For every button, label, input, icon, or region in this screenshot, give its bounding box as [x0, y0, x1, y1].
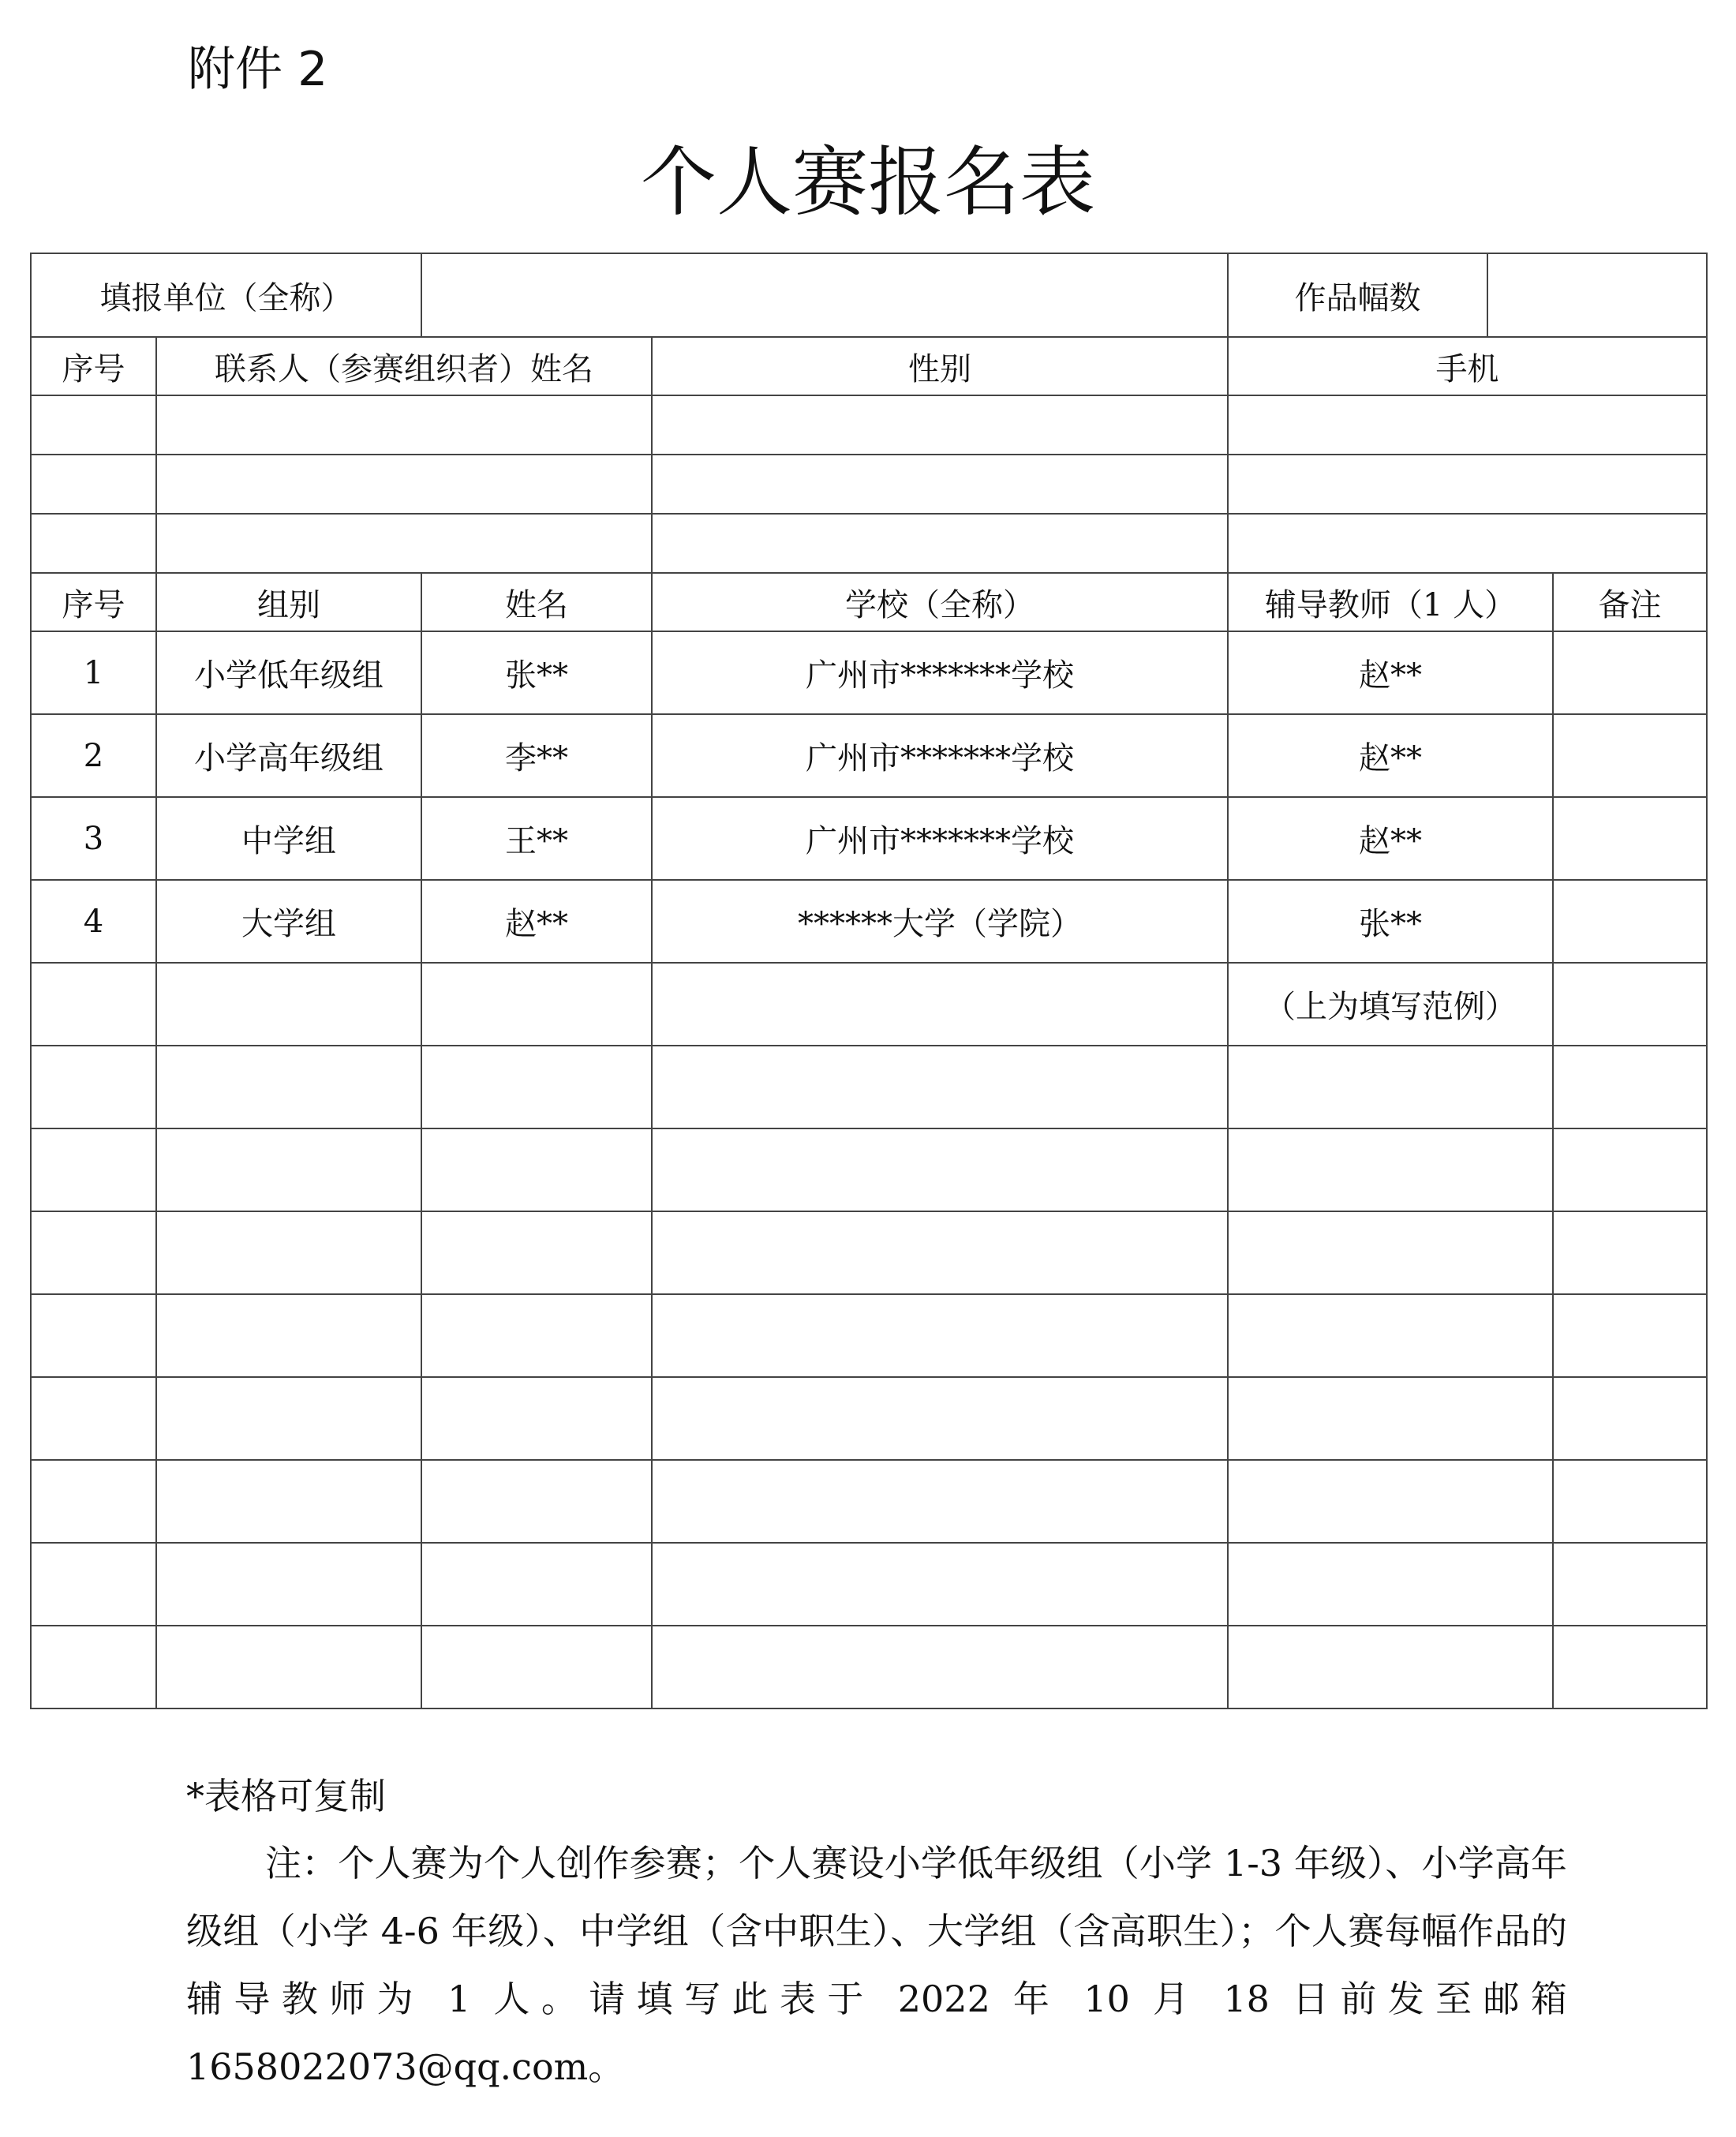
entry-row	[31, 880, 1707, 963]
entry-header-teacher: 辅导教师（1 人）	[1228, 573, 1553, 631]
entry-index-cell[interactable]	[31, 1460, 156, 1543]
entry-school-cell[interactable]	[652, 1211, 1228, 1294]
entry-index-cell[interactable]	[31, 1294, 156, 1377]
entry-school-cell[interactable]	[652, 1046, 1228, 1128]
entry-row	[31, 1543, 1707, 1626]
entry-teacher-cell[interactable]	[1228, 1046, 1553, 1128]
entry-teacher-cell[interactable]: （上为填写范例）	[1228, 963, 1553, 1046]
entry-index-cell[interactable]: 4	[31, 880, 156, 963]
contact-name-cell[interactable]	[156, 395, 652, 455]
entry-teacher-cell[interactable]	[1228, 1543, 1553, 1626]
entry-header-index: 序号	[31, 573, 156, 631]
entry-school-cell[interactable]	[652, 1626, 1228, 1708]
contact-phone-cell[interactable]	[1228, 455, 1707, 514]
entry-remark-cell[interactable]	[1553, 797, 1707, 880]
footnote: 注：个人赛为个人创作参赛；个人赛设小学低年级组（小学 1-3 年级）、小学高年级组（小学 4-6 年级）、中学组（含中职生）、大学组（含高职生）；个人赛每幅作品的辅导教师为 1 人。请填写此表于 2022 年 10 月 18 日前发至邮箱 1658022073@qq.com。	[186, 1842, 1567, 2088]
entry-row	[31, 714, 1707, 797]
entry-group-cell[interactable]	[156, 1377, 421, 1460]
contact-index-cell[interactable]	[31, 455, 156, 514]
entry-remark-cell[interactable]	[1553, 1128, 1707, 1211]
entry-group-cell[interactable]: 中学组	[156, 797, 421, 880]
unit-row	[31, 253, 1707, 337]
entry-group-cell[interactable]	[156, 1046, 421, 1128]
entry-remark-cell[interactable]	[1553, 1626, 1707, 1708]
entry-remark-cell[interactable]	[1553, 1211, 1707, 1294]
entry-teacher-cell[interactable]	[1228, 1128, 1553, 1211]
entry-row	[31, 1211, 1707, 1294]
entry-row	[31, 631, 1707, 714]
entry-group-cell[interactable]	[156, 1128, 421, 1211]
entry-school-cell[interactable]: 广州市*******学校	[652, 797, 1228, 880]
entry-teacher-cell[interactable]: 赵**	[1228, 797, 1553, 880]
entry-school-cell[interactable]	[652, 963, 1228, 1046]
entry-remark-cell[interactable]	[1553, 963, 1707, 1046]
entry-index-cell[interactable]	[31, 1543, 156, 1626]
entry-index-cell[interactable]: 1	[31, 631, 156, 714]
contact-phone-cell[interactable]	[1228, 514, 1707, 573]
entry-row	[31, 963, 1707, 1046]
contact-index-cell[interactable]	[31, 395, 156, 455]
entry-row	[31, 1626, 1707, 1708]
page-title: 个人赛报名表	[641, 138, 1095, 226]
entry-remark-cell[interactable]	[1553, 1294, 1707, 1377]
entry-remark-cell[interactable]	[1553, 1543, 1707, 1626]
works-count-field[interactable]	[1487, 253, 1707, 337]
entry-header-group: 组别	[156, 573, 421, 631]
contact-header-index: 序号	[31, 337, 156, 395]
entry-row	[31, 1377, 1707, 1460]
entry-school-cell[interactable]	[652, 1460, 1228, 1543]
entry-group-cell[interactable]: 大学组	[156, 880, 421, 963]
contact-header-row	[31, 337, 1707, 395]
entry-school-cell[interactable]: ******大学（学院）	[652, 880, 1228, 963]
entry-name-cell[interactable]: 王**	[421, 797, 652, 880]
unit-label: 填报单位（全称）	[31, 253, 421, 337]
entry-name-cell[interactable]	[421, 1211, 652, 1294]
contact-index-cell[interactable]	[31, 514, 156, 573]
entry-group-cell[interactable]: 小学低年级组	[156, 631, 421, 714]
contact-phone-cell[interactable]	[1228, 395, 1707, 455]
entry-name-cell[interactable]: 赵**	[421, 880, 652, 963]
entry-header-row	[31, 573, 1707, 631]
entry-remark-cell[interactable]	[1553, 1046, 1707, 1128]
entry-remark-cell[interactable]	[1553, 1377, 1707, 1460]
entry-name-cell[interactable]: 张**	[421, 631, 652, 714]
entry-school-cell[interactable]: 广州市*******学校	[652, 631, 1228, 714]
contact-row	[31, 514, 1707, 573]
entry-teacher-cell[interactable]	[1228, 1626, 1553, 1708]
entry-school-cell[interactable]	[652, 1543, 1228, 1626]
entry-index-cell[interactable]	[31, 1377, 156, 1460]
entry-row	[31, 1128, 1707, 1211]
entry-school-cell[interactable]	[652, 1294, 1228, 1377]
entry-header-name: 姓名	[421, 573, 652, 631]
entry-row	[31, 797, 1707, 880]
entry-remark-cell[interactable]	[1553, 1460, 1707, 1543]
entry-name-cell[interactable]	[421, 1294, 652, 1377]
contact-header-phone: 手机	[1228, 337, 1707, 395]
entry-header-school: 学校（全称）	[652, 573, 1228, 631]
entry-group-cell[interactable]	[156, 1626, 421, 1708]
entry-index-cell[interactable]: 3	[31, 797, 156, 880]
entry-row	[31, 1460, 1707, 1543]
entry-remark-cell[interactable]	[1553, 714, 1707, 797]
contact-header-gender: 性别	[652, 337, 1228, 395]
contact-gender-cell[interactable]	[652, 455, 1228, 514]
entry-teacher-cell[interactable]: 张**	[1228, 880, 1553, 963]
entry-name-cell[interactable]	[421, 1460, 652, 1543]
entry-row	[31, 1294, 1707, 1377]
entry-teacher-cell[interactable]: 赵**	[1228, 714, 1553, 797]
entry-index-cell[interactable]	[31, 963, 156, 1046]
entry-group-cell[interactable]: 小学高年级组	[156, 714, 421, 797]
entry-remark-cell[interactable]	[1553, 880, 1707, 963]
entry-group-cell[interactable]	[156, 963, 421, 1046]
entry-teacher-cell[interactable]	[1228, 1377, 1553, 1460]
contact-gender-cell[interactable]	[652, 395, 1228, 455]
entry-name-cell[interactable]	[421, 963, 652, 1046]
attachment-label: 附件 2	[188, 42, 328, 97]
entry-group-cell[interactable]	[156, 1294, 421, 1377]
entry-teacher-cell[interactable]	[1228, 1211, 1553, 1294]
entry-teacher-cell[interactable]	[1228, 1460, 1553, 1543]
contact-row	[31, 455, 1707, 514]
entry-index-cell[interactable]	[31, 1128, 156, 1211]
entry-header-remark: 备注	[1553, 573, 1707, 631]
entry-group-cell[interactable]	[156, 1543, 421, 1626]
entry-index-cell[interactable]	[31, 1211, 156, 1294]
entry-name-cell[interactable]	[421, 1543, 652, 1626]
registration-table	[30, 253, 1708, 1709]
entry-school-cell[interactable]	[652, 1377, 1228, 1460]
contact-name-cell[interactable]	[156, 455, 652, 514]
entry-name-cell[interactable]	[421, 1626, 652, 1708]
contact-row	[31, 395, 1707, 455]
entry-remark-cell[interactable]	[1553, 631, 1707, 714]
entry-name-cell[interactable]	[421, 1128, 652, 1211]
entry-index-cell[interactable]: 2	[31, 714, 156, 797]
works-count-label: 作品幅数	[1228, 253, 1487, 337]
entry-name-cell[interactable]	[421, 1377, 652, 1460]
entry-row	[31, 1046, 1707, 1128]
entry-school-cell[interactable]	[652, 1128, 1228, 1211]
copy-note: *表格可复制	[186, 1775, 386, 1817]
unit-value-field[interactable]	[421, 253, 1228, 337]
contact-header-name: 联系人（参赛组织者）姓名	[156, 337, 652, 395]
entry-teacher-cell[interactable]	[1228, 1294, 1553, 1377]
entry-school-cell[interactable]: 广州市*******学校	[652, 714, 1228, 797]
entry-index-cell[interactable]	[31, 1046, 156, 1128]
contact-gender-cell[interactable]	[652, 514, 1228, 573]
entry-name-cell[interactable]: 李**	[421, 714, 652, 797]
entry-name-cell[interactable]	[421, 1046, 652, 1128]
entry-group-cell[interactable]	[156, 1460, 421, 1543]
entry-group-cell[interactable]	[156, 1211, 421, 1294]
contact-name-cell[interactable]	[156, 514, 652, 573]
entry-teacher-cell[interactable]: 赵**	[1228, 631, 1553, 714]
entry-index-cell[interactable]	[31, 1626, 156, 1708]
